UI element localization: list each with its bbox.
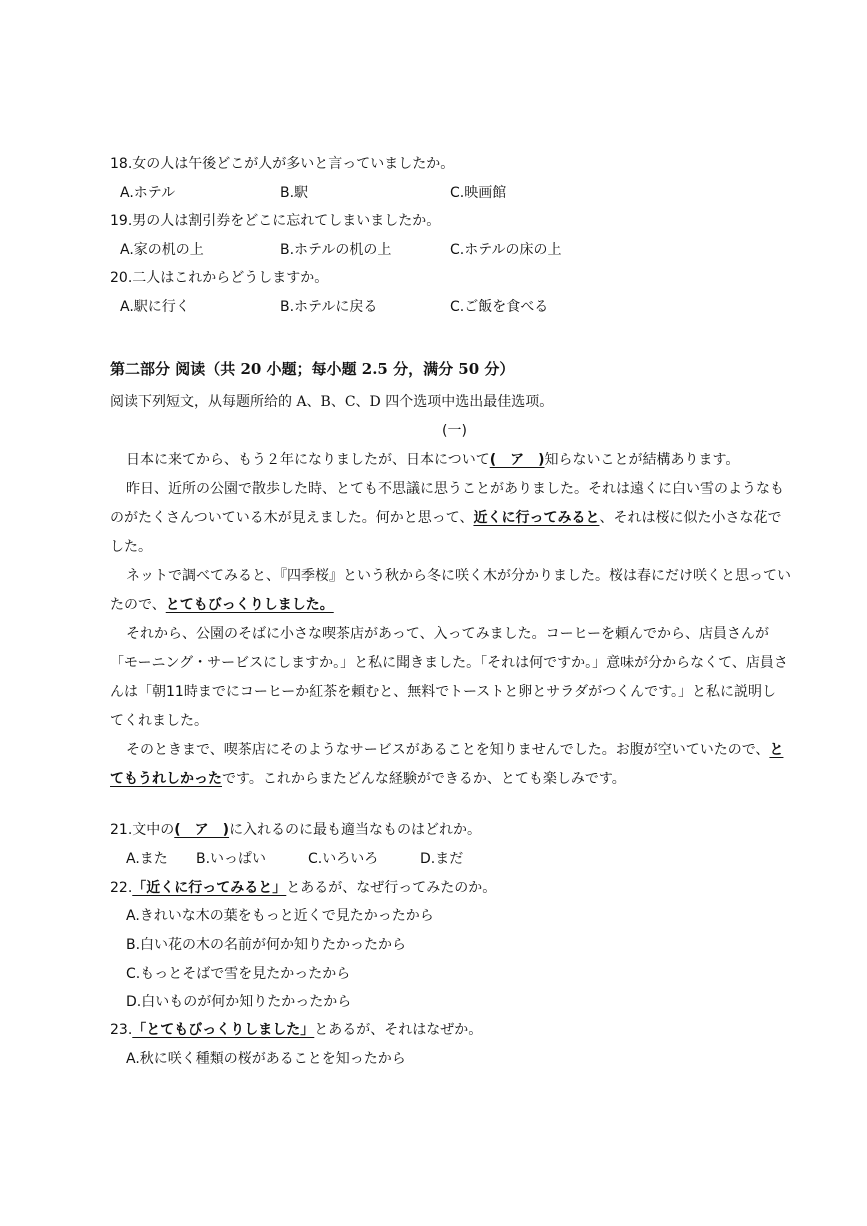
- question-22-option-d: D.白いものが何か知りたかったから: [126, 994, 352, 1010]
- passage-paragraph-3-line-1: ネットで調べてみると、『四季桜』という秋から冬に咲く木が分かりました。桜は春にだけ咲くと思ってい: [126, 568, 791, 584]
- passage-text: たので、: [110, 597, 166, 613]
- question-19-option-b: B.ホテルの机の上: [280, 242, 392, 258]
- question-text: 21.文中の: [110, 822, 175, 838]
- question-20-stem: 20.二人はこれからどうしますか。: [110, 270, 329, 286]
- section-instruction: 阅读下列短文，从每题所给的 A、B、C、D 四个选项中选出最佳选项。: [110, 394, 554, 410]
- question-22-stem: [110, 878, 496, 898]
- passage-text: のがたくさんついている木が見えました。何かと思って、: [110, 510, 474, 526]
- question-21-option-a: A.また: [126, 851, 168, 867]
- question-19-option-a: A.家の机の上: [120, 242, 204, 258]
- question-20-option-c: C.ご飯を食べる: [450, 299, 549, 315]
- passage-text: です。これからまたどんな経験ができるか、とても楽しみです。: [222, 771, 626, 787]
- passage-number: (一): [442, 423, 467, 439]
- passage-paragraph-4-line-4: てくれました。: [110, 713, 208, 729]
- question-23-option-a: A.秋に咲く種類の桜があることを知ったから: [126, 1051, 406, 1067]
- question-22-option-b: B.白い花の木の名前が何か知りたかったから: [126, 937, 407, 953]
- underlined-phrase-3b: てもうれしかった: [110, 771, 222, 787]
- question-number: 23.: [110, 1022, 133, 1038]
- question-20-option-a: A.駅に行く: [120, 299, 190, 315]
- underlined-phrase-2: とてもびっくりしました。: [165, 597, 334, 613]
- question-22-option-a: A.きれいな木の葉をもっと近くで見たかったから: [126, 908, 434, 924]
- passage-paragraph-5-line-2: [110, 769, 626, 789]
- underlined-phrase-1: 近くに行ってみると: [473, 510, 600, 526]
- passage-paragraph-4-line-1: それから、公園のそばに小さな喫茶店があって、入ってみました。コーヒーを頼んでから、店員さんが: [126, 626, 770, 642]
- passage-paragraph-4-line-2: 「モーニング・サービスにしますか。」と私に聞きました。「それは何ですか。」意味が分からなくて、店員さ: [110, 655, 788, 671]
- passage-paragraph-5-line-1: [126, 740, 783, 760]
- passage-paragraph-1: [126, 450, 739, 470]
- question-18-option-a: A.ホテル: [120, 185, 176, 201]
- question-22-option-c: C.もっとそばで雪を見たかったから: [126, 966, 351, 982]
- question-text: とあるが、それはなぜか。: [314, 1022, 483, 1038]
- passage-paragraph-2-line-3: した。: [110, 539, 152, 555]
- question-text: に入れるのに最も適当なものはどれか。: [229, 822, 482, 838]
- section-title: 第二部分 阅读（共 20 小题；每小题 2.5 分，满分 50 分）: [110, 360, 515, 378]
- underlined-phrase-3a: と: [769, 742, 784, 758]
- passage-text: 、それは桜に似た小さな花で: [599, 510, 782, 526]
- passage-paragraph-2-line-2: [110, 508, 781, 528]
- question-18-stem: 18.女の人は午後どこが人が多いと言っていましたか。: [110, 156, 455, 172]
- passage-paragraph-4-line-3: んは「朝11時までにコーヒーか紅茶を頼むと、無料でトーストと卵とサラダがつくんです。」と私に説明し: [110, 684, 777, 700]
- question-19-option-c: C.ホテルの床の上: [450, 242, 562, 258]
- question-22-quote: 「近くに行ってみると」: [132, 880, 287, 896]
- question-18-option-c: C.映画館: [450, 185, 507, 201]
- question-18-option-b: B.駅: [280, 185, 309, 201]
- question-21-option-b: B.いっぱい: [196, 851, 267, 867]
- question-21-option-d: D.まだ: [420, 851, 464, 867]
- question-23-quote: 「とてもびっくりしました」: [132, 1022, 315, 1038]
- passage-text: 知らないことが結構あります。: [544, 452, 740, 468]
- blank-a: ( ア ): [174, 822, 230, 838]
- question-19-stem: 19.男の人は割引券をどこに忘れてしまいましたか。: [110, 213, 441, 229]
- question-21-option-c: C.いろいろ: [308, 851, 379, 867]
- question-21-stem: [110, 820, 481, 840]
- passage-text: 日本に来てから、もう２年になりましたが、日本について: [126, 452, 490, 468]
- question-number: 22.: [110, 880, 133, 896]
- passage-text: そのときまで、喫茶店にそのようなサービスがあることを知りませんでした。お腹が空いていたので、: [126, 742, 770, 758]
- passage-paragraph-2-line-1: 昨日、近所の公園で散歩した時、とても不思議に思うことがありました。それは遠くに白い雪のようなも: [126, 481, 784, 497]
- passage-paragraph-3-line-2: [110, 595, 334, 615]
- blank-a: ( ア ): [489, 452, 545, 468]
- question-20-option-b: B.ホテルに戻る: [280, 299, 378, 315]
- question-text: とあるが、なぜ行ってみたのか。: [286, 880, 497, 896]
- question-23-stem: [110, 1020, 482, 1040]
